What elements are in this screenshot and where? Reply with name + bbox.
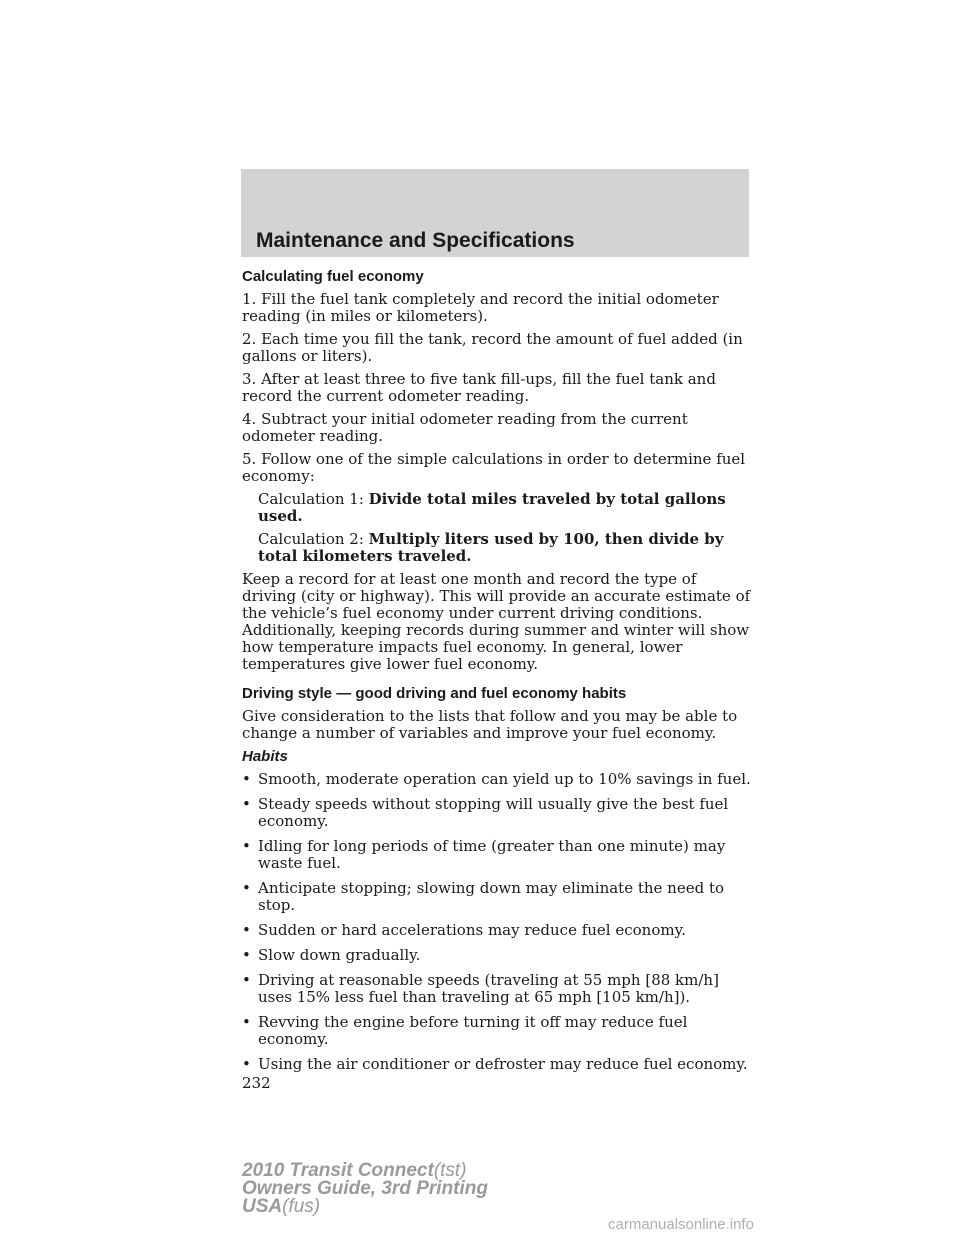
step-2: 2. Each time you fill the tank, record the amount of fuel added (in gallons or liters). <box>242 330 743 365</box>
heading-driving-style: Driving style — good driving and fuel economy habits <box>242 685 627 702</box>
page-number: 232 <box>242 1074 271 1092</box>
footer-market-code: (fus) <box>282 1196 321 1217</box>
list-item <box>242 1014 752 1048</box>
calculation-1-text: Divide total miles traveled by total gallons used. <box>258 490 726 525</box>
list-item <box>242 972 752 1006</box>
page-content <box>242 268 752 1092</box>
calculation-2-text: Multiply liters used by 100, then divide by total kilometers traveled. <box>258 530 724 565</box>
heading-calculating-fuel-economy: Calculating fuel economy <box>242 268 424 285</box>
list-item <box>242 771 752 788</box>
habit-text: Slow down gradually. <box>258 946 421 964</box>
step-5: 5. Follow one of the simple calculations in order to determine fuel economy: <box>242 450 746 485</box>
heading-habits: Habits <box>242 748 288 765</box>
habit-text: Smooth, moderate operation can yield up to 10% savings in fuel. <box>258 770 751 788</box>
bullet-icon: • <box>242 795 251 813</box>
habit-text: Steady speeds without stopping will usually give the best fuel economy. <box>258 795 729 830</box>
driving-style-intro: Give consideration to the lists that follow and you may be able to change a number of variables and improve your fuel economy. <box>242 707 738 742</box>
watermark: carmanualsonline.info <box>608 1216 754 1233</box>
print-footer <box>242 1162 488 1216</box>
record-paragraph: Keep a record for at least one month and record the type of driving (city or highway). This will provide an accurate estimate of the vehicle’s fuel economy under current driving conditions. Additionally, keeping records during summer and winter will show how temperature impacts fuel economy. In general, lower temperatures give lower fuel economy. <box>242 570 751 673</box>
list-item <box>242 947 752 964</box>
habit-text: Revving the engine before turning it off may reduce fuel economy. <box>258 1013 688 1048</box>
footer-model-code: (tst) <box>433 1160 467 1181</box>
calculation-2 <box>242 531 752 565</box>
bullet-icon: • <box>242 837 251 855</box>
bullet-icon: • <box>242 879 251 897</box>
list-item <box>242 922 752 939</box>
list-item <box>242 880 752 914</box>
calculation-2-label: Calculation 2: <box>258 530 369 548</box>
bullet-icon: • <box>242 1055 251 1073</box>
bullet-icon: • <box>242 770 251 788</box>
footer-line-3 <box>242 1198 488 1216</box>
footer-printing: Owners Guide, 3rd Printing <box>242 1178 488 1199</box>
list-item <box>242 796 752 830</box>
step-1: 1. Fill the fuel tank completely and record the initial odometer reading (in miles or kilometers). <box>242 290 719 325</box>
habit-text: Using the air conditioner or defroster may reduce fuel economy. <box>258 1055 748 1073</box>
step-4: 4. Subtract your initial odometer reading from the current odometer reading. <box>242 410 688 445</box>
footer-market: USA <box>242 1196 283 1217</box>
list-item <box>242 1056 752 1073</box>
section-title: Maintenance and Specifications <box>256 229 575 252</box>
habits-list <box>242 771 752 1073</box>
calculation-1 <box>242 491 752 525</box>
habit-text: Anticipate stopping; slowing down may eliminate the need to stop. <box>258 879 725 914</box>
bullet-icon: • <box>242 946 251 964</box>
bullet-icon: • <box>242 971 251 989</box>
habit-text: Idling for long periods of time (greater than one minute) may waste fuel. <box>258 837 726 872</box>
footer-model: 2010 Transit Connect <box>242 1160 434 1181</box>
bullet-icon: • <box>242 1013 251 1031</box>
calculation-1-label: Calculation 1: <box>258 490 369 508</box>
list-item <box>242 838 752 872</box>
habit-text: Driving at reasonable speeds (traveling at 55 mph [88 km/h] uses 15% less fuel than traveling at 65 mph [105 km/h]). <box>258 971 719 1006</box>
bullet-icon: • <box>242 921 251 939</box>
habit-text: Sudden or hard accelerations may reduce fuel economy. <box>258 921 686 939</box>
step-3: 3. After at least three to five tank fill-ups, fill the fuel tank and record the current odometer reading. <box>242 370 716 405</box>
